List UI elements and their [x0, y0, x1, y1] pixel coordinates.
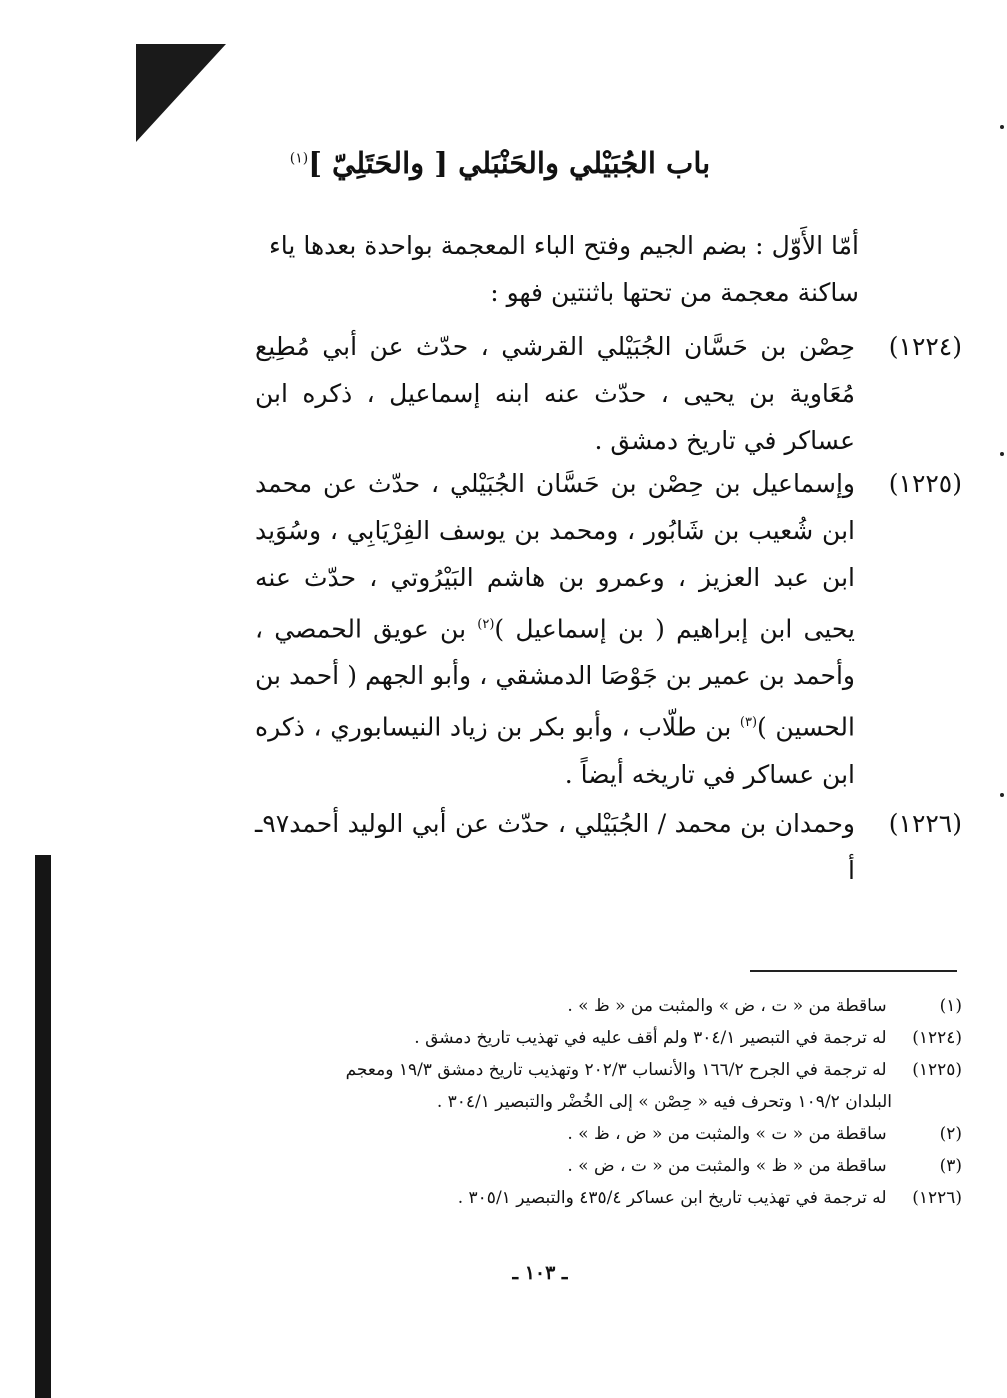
entry-text-part: بن عويق الحمصي ، وأحمد بن عمير بن جَوْصَا الدمشقي ، وأبو الجهم ( أحمد بن الحسين )	[255, 614, 855, 742]
footnote-number: (٣)	[939, 1156, 962, 1176]
entry-1224	[255, 323, 962, 464]
footnote-separator	[750, 970, 957, 972]
scan-edge-bar	[35, 855, 51, 1398]
page-number: ـ ١٠٣ ـ	[512, 1262, 568, 1284]
entry-text: وحمدان بن محمد / الجُبَيْلي ، حدّث عن أبي الوليد أحمد٩٧ـ أ	[255, 809, 855, 885]
footnote	[215, 1118, 962, 1150]
entry-number: (١٢٢٤)	[888, 332, 962, 361]
corner-scan-mark	[136, 44, 226, 142]
title-text: باب الجُبَيْلي والحَنْبَلي [ والحَتَلِيّ ]	[308, 146, 711, 180]
footnote-text: ساقطة من « ت ، ض » والمثبت من « ظ » .	[567, 996, 887, 1016]
entry-1226	[255, 800, 962, 894]
entry-text-part: بن طلّاب ، وأبو بكر بن زياد النيسابوري ، ذكره ابن عساكر في تاريخه أيضاً .	[255, 712, 855, 789]
page-title	[250, 146, 750, 180]
footnote-continuation	[215, 1086, 962, 1118]
footnote	[215, 1182, 962, 1214]
footnote	[215, 1022, 962, 1054]
scan-dot	[1000, 452, 1004, 456]
entry-text: حِصْن بن حَسَّان الجُبَيْلي القرشي ، حدّث عن أبي مُطِيع مُعَاوية بن يحيى ، حدّث عنه ابنه إسماعيل ، ذكره ابن عساكر في تاريخ دمشق .	[255, 332, 855, 455]
footnote-number: (١٢٢٦)	[912, 1188, 962, 1208]
footnote-mark: (٣)	[739, 715, 758, 731]
footnotes	[215, 990, 962, 1214]
footnote-text: ساقطة من « ت » والمثبت من « ض ، ظ » .	[567, 1124, 887, 1144]
footnote-mark: (٢)	[477, 617, 495, 632]
footnote-text: ساقطة من « ظ » والمثبت من « ت ، ض » .	[567, 1156, 887, 1176]
entry-number: (١٢٢٦)	[888, 809, 962, 838]
scan-dot	[1000, 793, 1004, 797]
footnote-text: له ترجمة في تهذيب تاريخ ابن عساكر ٤٣٥/٤ والتبصير ٣٠٥/١ .	[457, 1188, 887, 1208]
footnote	[215, 990, 962, 1022]
footnote-number: (١٢٢٤)	[912, 1028, 962, 1048]
footnote	[215, 1150, 962, 1182]
footnote-number: (٢)	[939, 1124, 962, 1144]
title-footnote-mark: (١)	[289, 150, 309, 167]
footnote-number: (١٢٢٥)	[912, 1060, 962, 1080]
footnote-text: له ترجمة في الجرح ١٦٦/٢ والأنساب ٢٠٢/٣ وتهذيب تاريخ دمشق ١٩/٣ ومعجم	[345, 1060, 887, 1080]
entry-1225	[255, 460, 962, 798]
footnote-number: (١)	[939, 996, 962, 1016]
footnote-text: البلدان ١٠٩/٢ وتحرف فيه « حِصْن » إلى الخُضْر والتبصير ٣٠٤/١ .	[436, 1092, 892, 1112]
intro-paragraph: أمّا الأَوّل : بضم الجيم وفتح الباء المعجمة بواحدة بعدها ياء ساكنة معجمة من تحتها باثنتين فهو :	[269, 231, 859, 307]
entry-text	[255, 460, 855, 798]
entry-text-part: وإسماعيل بن حِصْن بن حَسَّان الجُبَيْلي ، حدّث عن محمد ابن شُعيب بن شَابُور ، ومحمد بن يوسف الفِرْيَابِي ، وسُوَيد ابن عبد العزيز ، وعمرو بن هاشم البَيْرُوتي ، حدّث عنه يحيى ابن إبراهيم ( بن إسماعيل )	[255, 469, 855, 644]
footnote	[215, 1054, 962, 1086]
scan-dot	[1000, 125, 1004, 129]
footnote-text: له ترجمة في التبصير ٣٠٤/١ ولم أقف عليه في تهذيب تاريخ دمشق .	[414, 1028, 887, 1048]
entry-number: (١٢٢٥)	[888, 469, 962, 498]
